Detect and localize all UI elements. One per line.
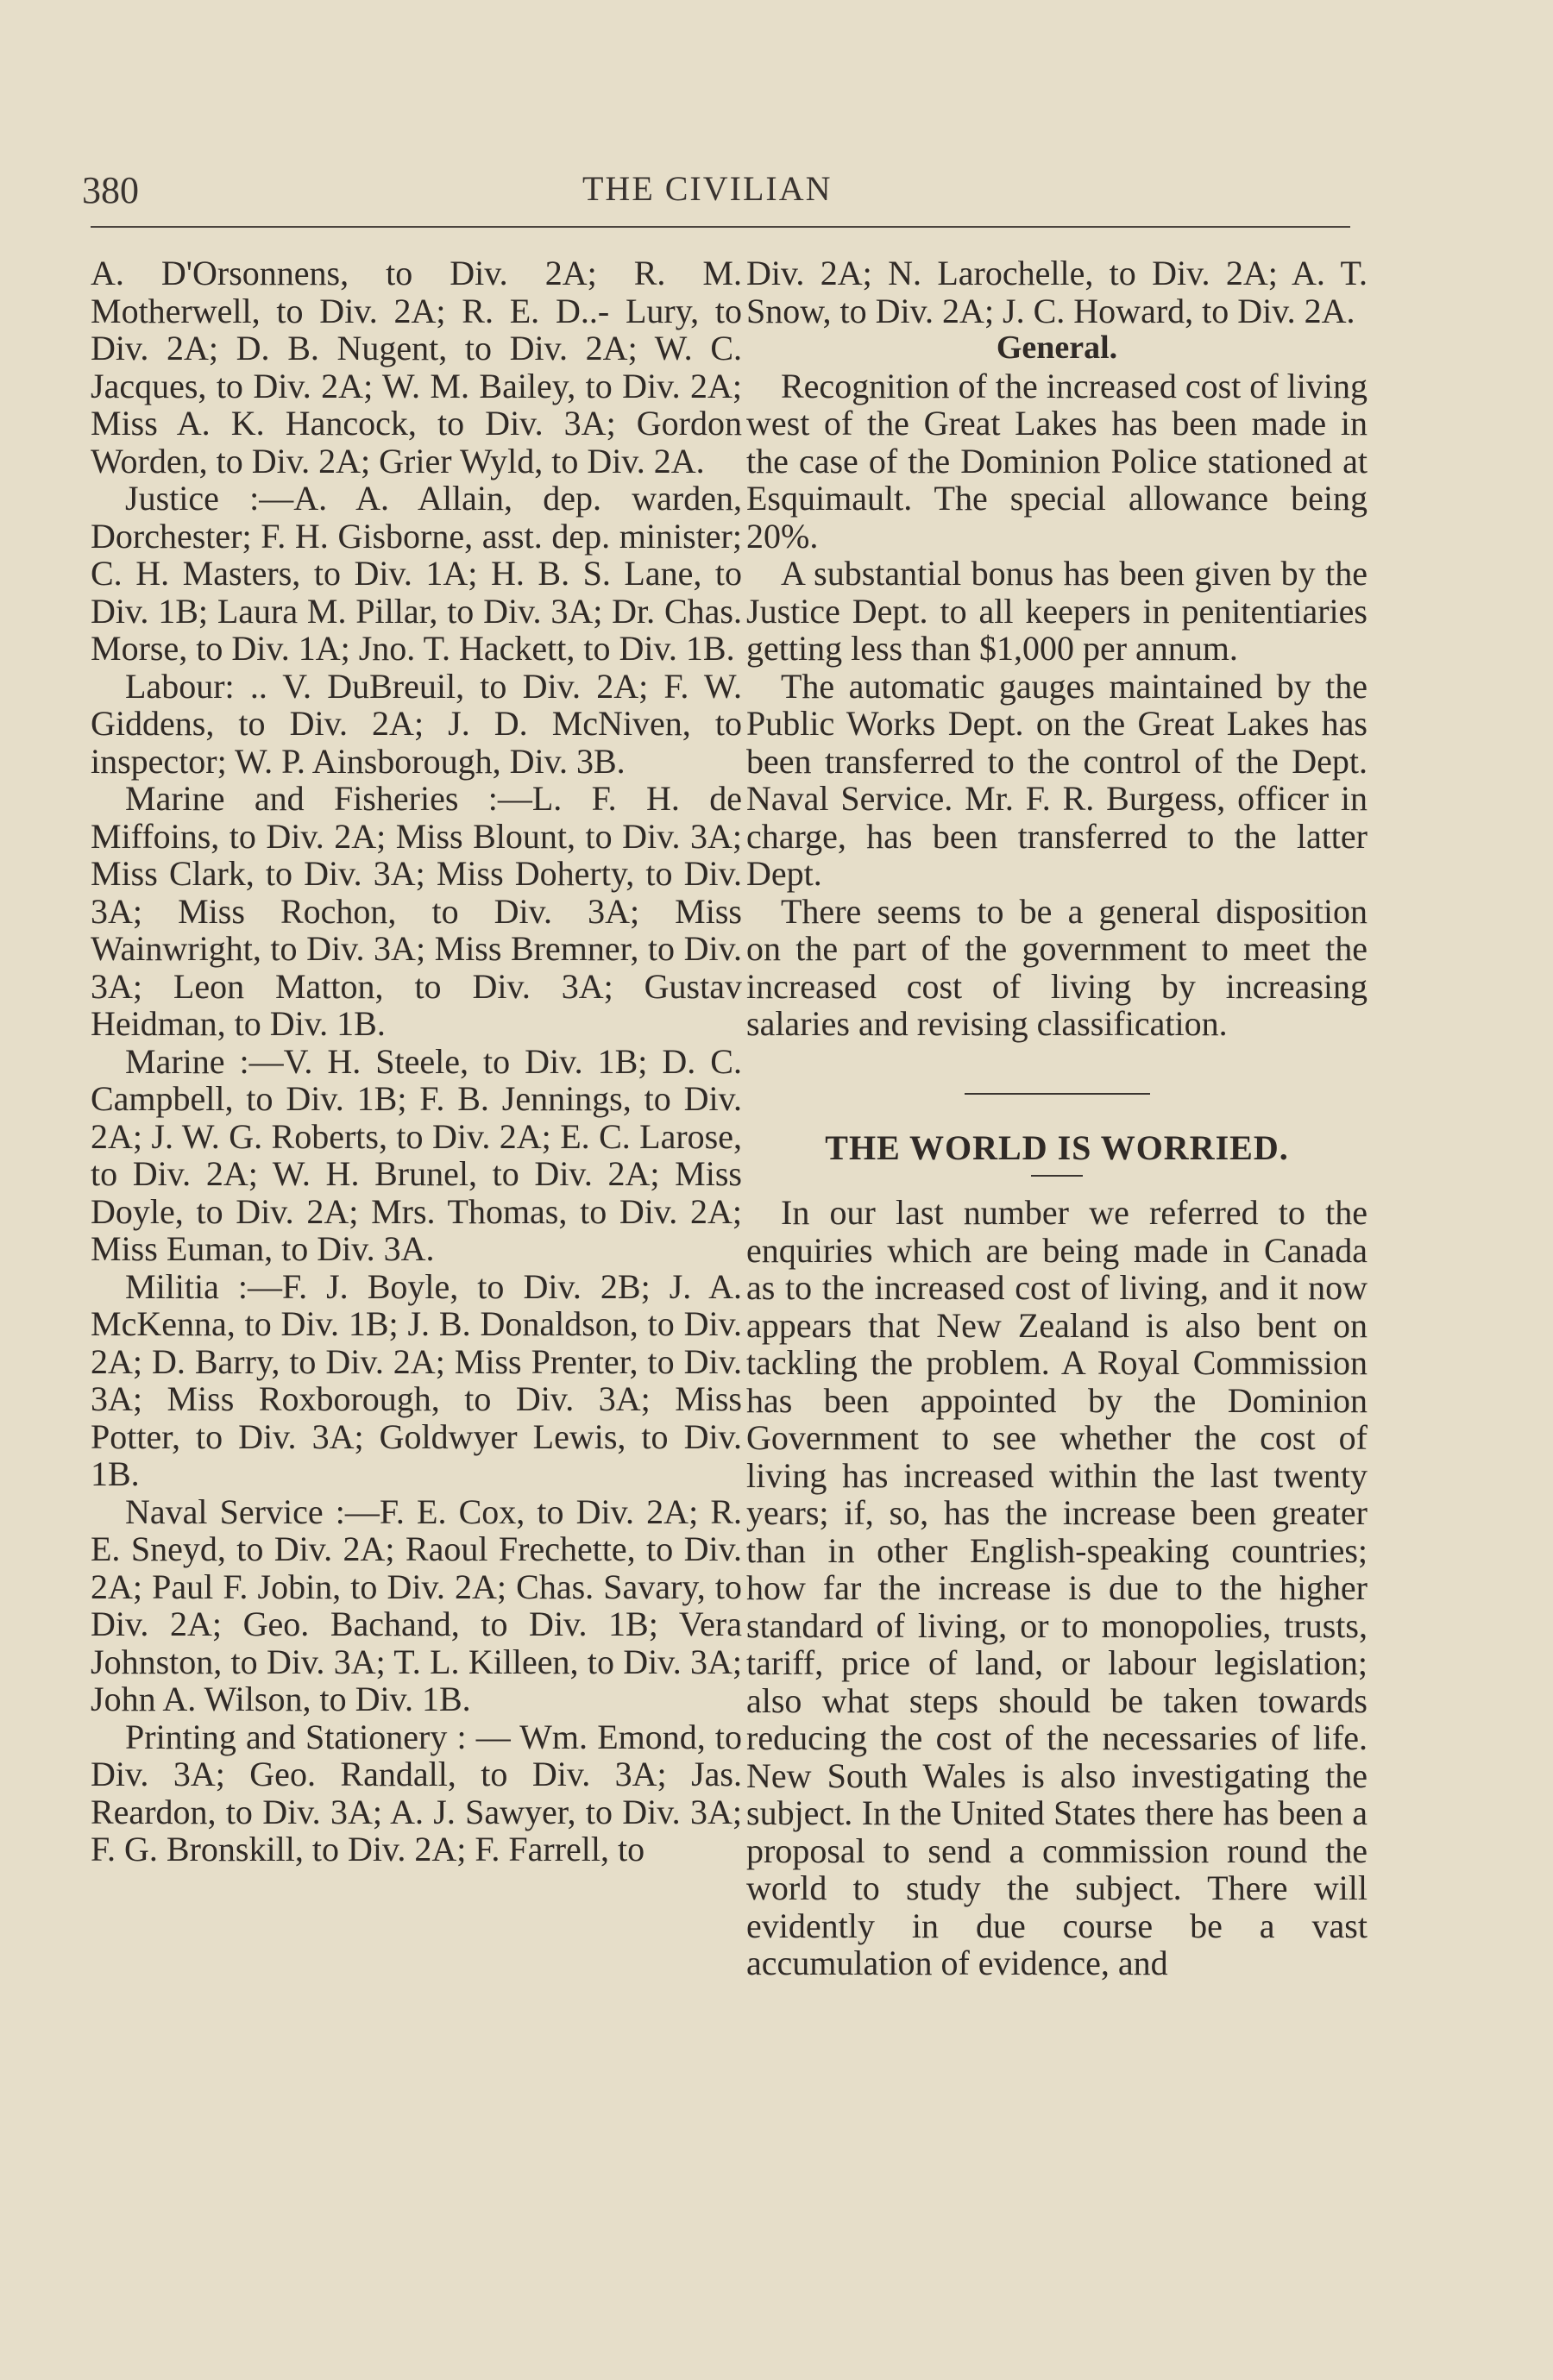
general-paragraph-bonus: A substantial bonus has been given by the Justice Dept. to all keepers in penitentiaries getting less than $1,000 per annum. [746,554,1368,668]
left-column [91,254,742,1868]
running-title: THE CIVILIAN [582,169,833,208]
header-rule [91,226,1350,228]
general-paragraph-salaries: There seems to be a general disposition on the part of the government to meet the increased cost of living by increasing salaries and revising classification. [746,891,1368,1043]
article-title: THE WORLD IS WORRIED. [825,1127,1289,1167]
title-rule [1031,1175,1083,1177]
justice-appointments: Justice :—A. A. Allain, dep. warden, Dorchester; F. H. Gisborne, asst. dep. minister; C. H. Masters, to Div. 1A; H. B. S. Lane, to Div. 1B; Laura M. Pillar, to Div. 3A; Dr. Chas. Morse, to Div. 1A; Jno. T. Hackett, to Div. 1B. [91,479,742,668]
general-heading: General. [996,330,1118,366]
militia-appointments: Militia :—F. J. Boyle, to Div. 2B; J. A. McKenna, to Div. 1B; J. B. Donaldson, to Div. 2A; D. Barry, to Div. 2A; Miss Prenter, to Div. 3A; Miss Roxborough, to Div. 3A; Miss Potter, to Div. 3A; Goldwyer Lewis, to Div. 1B. [91,1266,742,1493]
article-body: In our last number we referred to the enquiries which are being made in Canada as to the increased cost of living, and it now appears that New Zealand is also bent on tackling the problem. A Royal Commission has been appointed by the Dominion Government to see whether the cost of living has increased within the last twenty years; if, so, has the increase been greater than in other English-speaking countries; how far the increase is due to the higher standard of living, or to monopolies, trusts, tariff, price of land, or labour legislation; also what steps should be taken towards reducing the cost of the necessaries of life. New South Wales is also investigating the subject. In the United States there has been a proposal to send a commission round the world to study the subject. There will evidently in due course be a vast accumulation of evidence, and [746,1193,1368,1982]
section-divider [965,1093,1150,1095]
marine-appointments: Marine :—V. H. Steele, to Div. 1B; D. C. Campbell, to Div. 1B; F. B. Jennings, to Div. 2A; J. W. G. Roberts, to Div. 2A; E. C. Larose, to Div. 2A; W. H. Brunel, to Div. 2A; Miss Doyle, to Div. 2A; Mrs. Thomas, to Div. 2A; Miss Euman, to Div. 3A. [91,1041,742,1268]
printing-stationery-continuation: Div. 2A; N. Larochelle, to Div. 2A; A. T. Snow, to Div. 2A; J. C. Howard, to Div. 2A. [746,254,1368,330]
general-paragraph-cost-of-living: Recognition of the increased cost of living west of the Great Lakes has been made in the case of the Dominion Police stationed at Esquimault. The special allowance being 20%. [746,366,1368,556]
labour-appointments: Labour: .. V. DuBreuil, to Div. 2A; F. W. Giddens, to Div. 2A; J. D. McNiven, to inspector; W. P. Ainsborough, Div. 3B. [91,666,742,781]
page-header [82,168,1355,229]
page-number: 380 [82,169,139,211]
marine-fisheries-appointments: Marine and Fisheries :—L. F. H. de Miffoins, to Div. 2A; Miss Blount, to Div. 3A; Miss Clark, to Div. 3A; Miss Doherty, to Div. 3A; Miss Rochon, to Div. 3A; Miss Wainwright, to Div. 3A; Miss Bremner, to Div. 3A; Leon Matton, to Div. 3A; Gustav Heidman, to Div. 1B. [91,779,742,1043]
general-paragraph-gauges: The automatic gauges maintained by the Public Works Dept. on the Great Lakes has been transferred to the control of the Dept. Naval Service. Mr. F. R. Burgess, officer in charge, has been transferred to the latter Dept. [746,666,1368,893]
printing-stationery-appointments: Printing and Stationery : — Wm. Emond, to Div. 3A; Geo. Randall, to Div. 3A; Jas. Reardon, to Div. 3A; A. J. Sawyer, to Div. 3A; F. G. Bronskill, to Div. 2A; F. Farrell, to [91,1717,742,1868]
naval-service-appointments: Naval Service :—F. E. Cox, to Div. 2A; R. E. Sneyd, to Div. 2A; Raoul Frechette, to Div. 2A; Paul F. Jobin, to Div. 2A; Chas. Savary, to Div. 2A; Geo. Bachand, to Div. 1B; Vera Johnston, to Div. 3A; T. L. Killeen, to Div. 3A; John A. Wilson, to Div. 1B. [91,1491,742,1718]
appointments-continuation: A. D'Orsonnens, to Div. 2A; R. M. Motherwell, to Div. 2A; R. E. D..- Lury, to Div. 2A; D. B. Nugent, to Div. 2A; W. C. Jacques, to Div. 2A; W. M. Bailey, to Div. 2A; Miss A. K. Hancock, to Div. 3A; Gordon Worden, to Div. 2A; Grier Wyld, to Div. 2A. [91,254,742,480]
right-column [746,254,1368,1982]
